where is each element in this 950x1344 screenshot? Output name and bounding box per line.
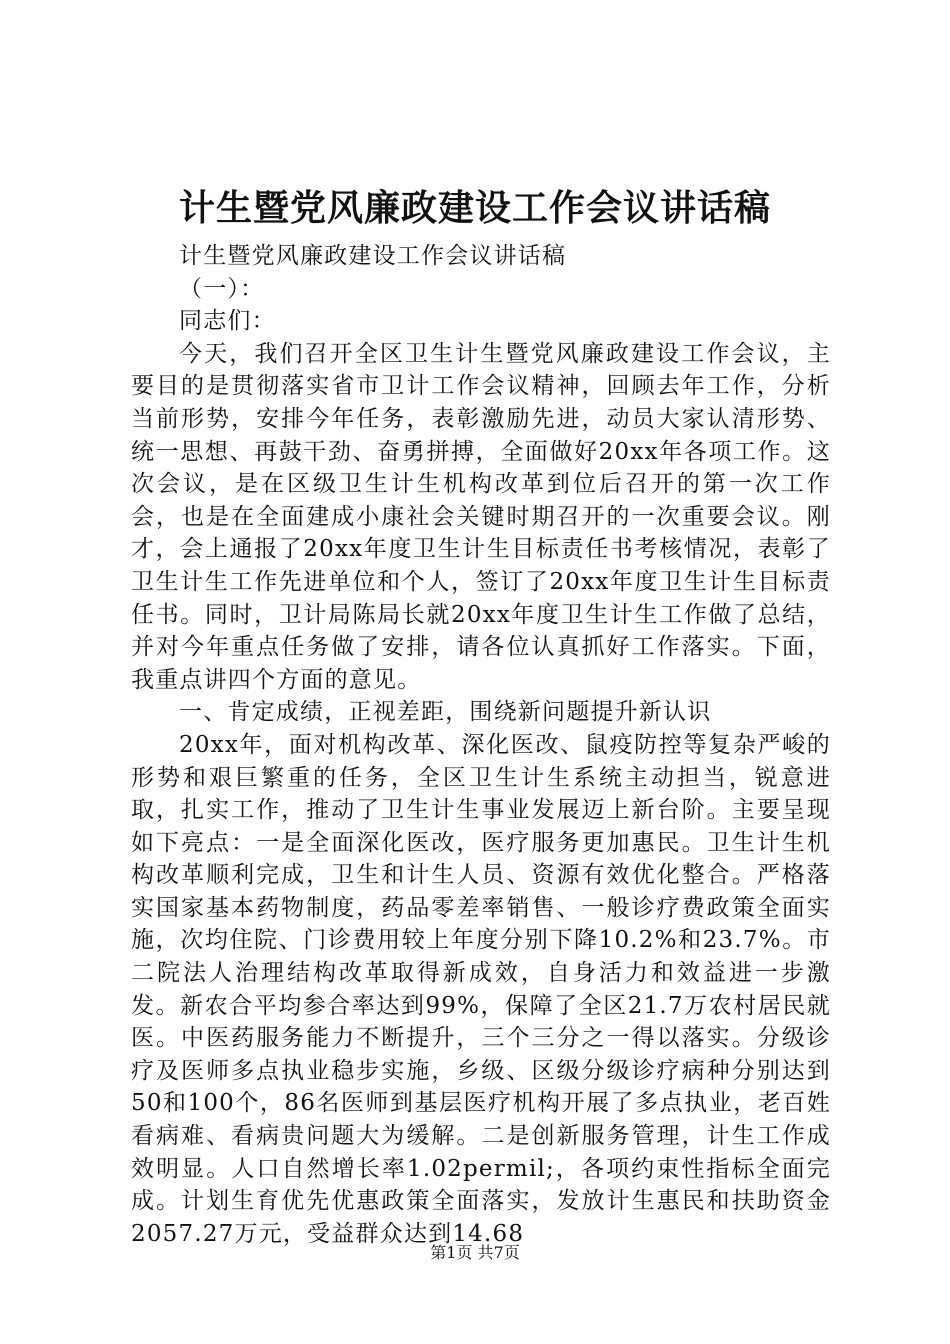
page-footer: 第1页 共7页 [430,1243,520,1262]
salutation: 同志们： [179,308,276,335]
subtitle-paragraph: 计生暨党风廉政建设工作会议讲话稿 [179,243,567,269]
intro-paragraph: 今天，我们召开全区卫生计生暨党风廉政建设工作会议，主要目的是贯彻落实省市卫计工作会议精神，回顾去年工作，分析当前形势，安排今年任务，表彰激励先进，动员大家认清形势、统一思想、再鼓干劲、奋勇拼搏，全面做好20xx年各项工作。这次会议，是在区级卫生计生机构改革到位后召开的第一次工作会，也是在全面建成小康社会关键时期召开的一次重要会议。刚才，会上通报了20xx年度卫生计生目标责任书考核情况，表彰了卫生计生工作先进单位和个人，签订了20xx年度卫生计生目标责任书。同时，卫计局陈局长就20xx年度卫生计生工作做了总结，并对今年重点任务做了安排，请各位认真抓好工作落实。下面，我重点讲四个方面的意见。 [131,340,831,693]
section-heading: 一、肯定成绩，正视差距，围绕新问题提升新认识 [179,699,712,726]
section-number: （一）： [179,275,265,302]
document-title: 计生暨党风廉政建设工作会议讲话稿 [178,187,771,229]
body-paragraph: 20xx年，面对机构改革、深化医改、鼠疫防控等复杂严峻的形势和艰巨繁重的任务，全区卫生计生系统主动担当，锐意进取，扎实工作，推动了卫生计生事业发展迈上新台阶。主要呈现如下亮点：一是全面深化医改，医疗服务更加惠民。卫生计生机构改革顺利完成，卫生和计生人员、资源有效优化整合。严格落实国家基本药物制度，药品零差率销售、一般诊疗费政策全面实施，次均住院、门诊费用较上年度分别下降10.2%和23.7%。市二院法人治理结构改革取得新成效，自身活力和效益进一步激发。新农合平均参合率达到99%，保障了全区21.7万农村居民就医。中医药服务能力不断提升，三个三分之一得以落实。分级诊疗及医师多点执业稳步实施，乡级、区级分级诊疗病种分别达到50和100个，86名医师到基层医疗机构开展了多点执业，老百姓看病难、看病贵问题大为缓解。二是创新服务管理，计生工作成效明显。人口自然增长率1.02permil;，各项约束性指标全面完成。计划生育优先优惠政策全面落实，发放计生惠民和扶助资金2057.27万元，受益群众达到14.68 [131,731,831,1247]
document-body [131,240,831,1250]
